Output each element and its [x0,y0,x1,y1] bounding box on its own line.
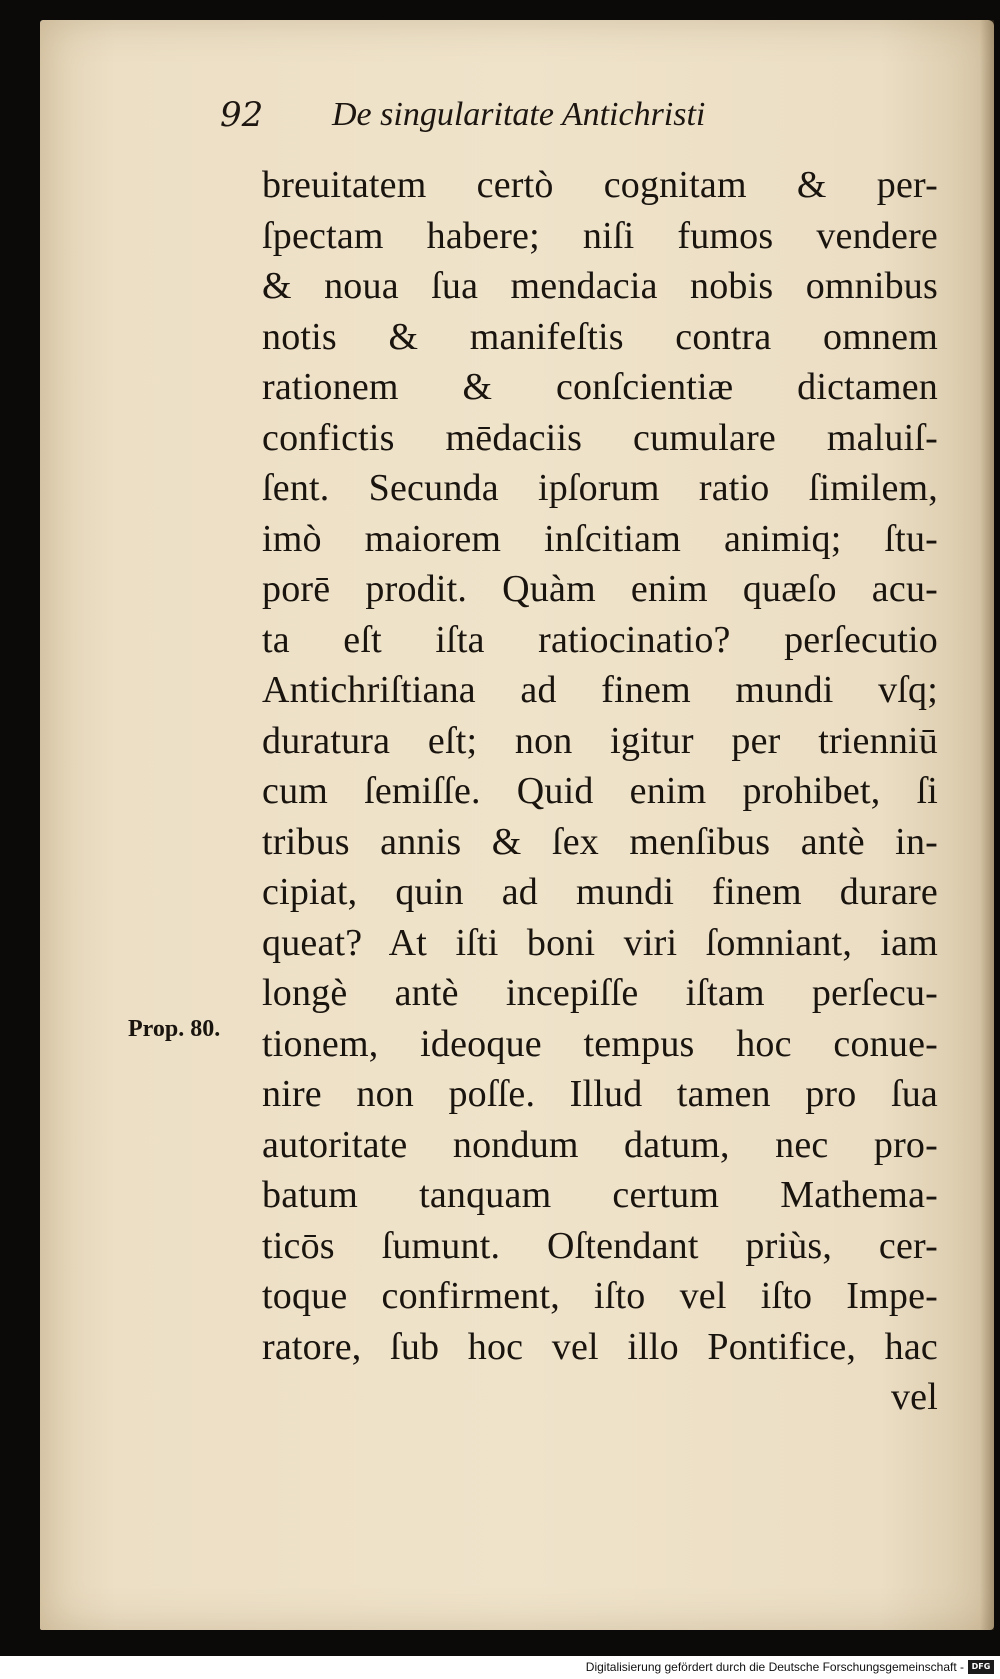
footer-credit-bar [0,1656,1000,1679]
dfg-logo: DFG [968,1660,994,1674]
text-line: tionem, ideoque tempus hoc conue- [262,1022,938,1065]
running-title: De singularitate Antichristi [332,96,706,133]
text-line: & noua ſua mendacia nobis omnibus [262,265,938,307]
text-line: breuitatem certò cognitam & per- [262,164,938,206]
text-line: rationem & conſcientiæ dictamen [262,366,938,408]
text-line: notis & manifeſtis contra omnem [262,315,938,358]
text-line: toque confirment, iſto vel iſto Impe- [262,1275,938,1317]
text-line: ſent. Secunda ipſorum ratio ſimilem, [262,467,938,509]
text-line: ſpectam habere; niſi fumos vendere [262,214,938,257]
running-head [220,90,740,140]
text-line: confictis mēdaciis cumulare maluiſ- [262,416,938,459]
text-line: ticōs ſumunt. Oſtendant priùs, cer- [262,1224,938,1267]
catchword: vel [890,1376,938,1418]
text-line: batum tanquam certum Mathema- [262,1174,938,1216]
text-line: queat? At iſti boni viri ſomniant, iam [262,921,938,964]
text-line: longè antè incepiſſe iſtam perſecu- [262,972,938,1014]
body-text [262,160,938,1423]
text-line: nire non poſſe. Illud tamen pro ſua [262,1073,938,1115]
text-line: cipiat, quin ad mundi finem durare [262,871,938,913]
text-line: tribus annis & ſex menſibus antè in- [262,820,938,863]
page-edge-shadow [980,20,994,1630]
footer-credit-text: Digitalisierung gefördert durch die Deutsche Forschungsgemeinschaft - [585,1660,964,1674]
text-line: ratore, ſub hoc vel illo Pontifice, hac [262,1325,938,1368]
text-line: duratura eſt; non igitur per trienniū [262,719,938,762]
page-number: 92 [220,95,264,135]
text-line: imò maiorem inſcitiam animiq; ſtu- [262,517,938,560]
text-line: autoritate nondum datum, nec pro- [262,1123,938,1166]
text-line: porē prodit. Quàm enim quæſo acu- [262,568,938,610]
text-line: Antichriſtiana ad finem mundi vſq; [262,669,938,711]
text-line: ta eſt iſta ratiocinatio? perſecutio [262,618,938,661]
marginal-note: Prop. 80. [128,1016,221,1042]
text-line: cum ſemiſſe. Quid enim prohibet, ſi [262,770,938,812]
